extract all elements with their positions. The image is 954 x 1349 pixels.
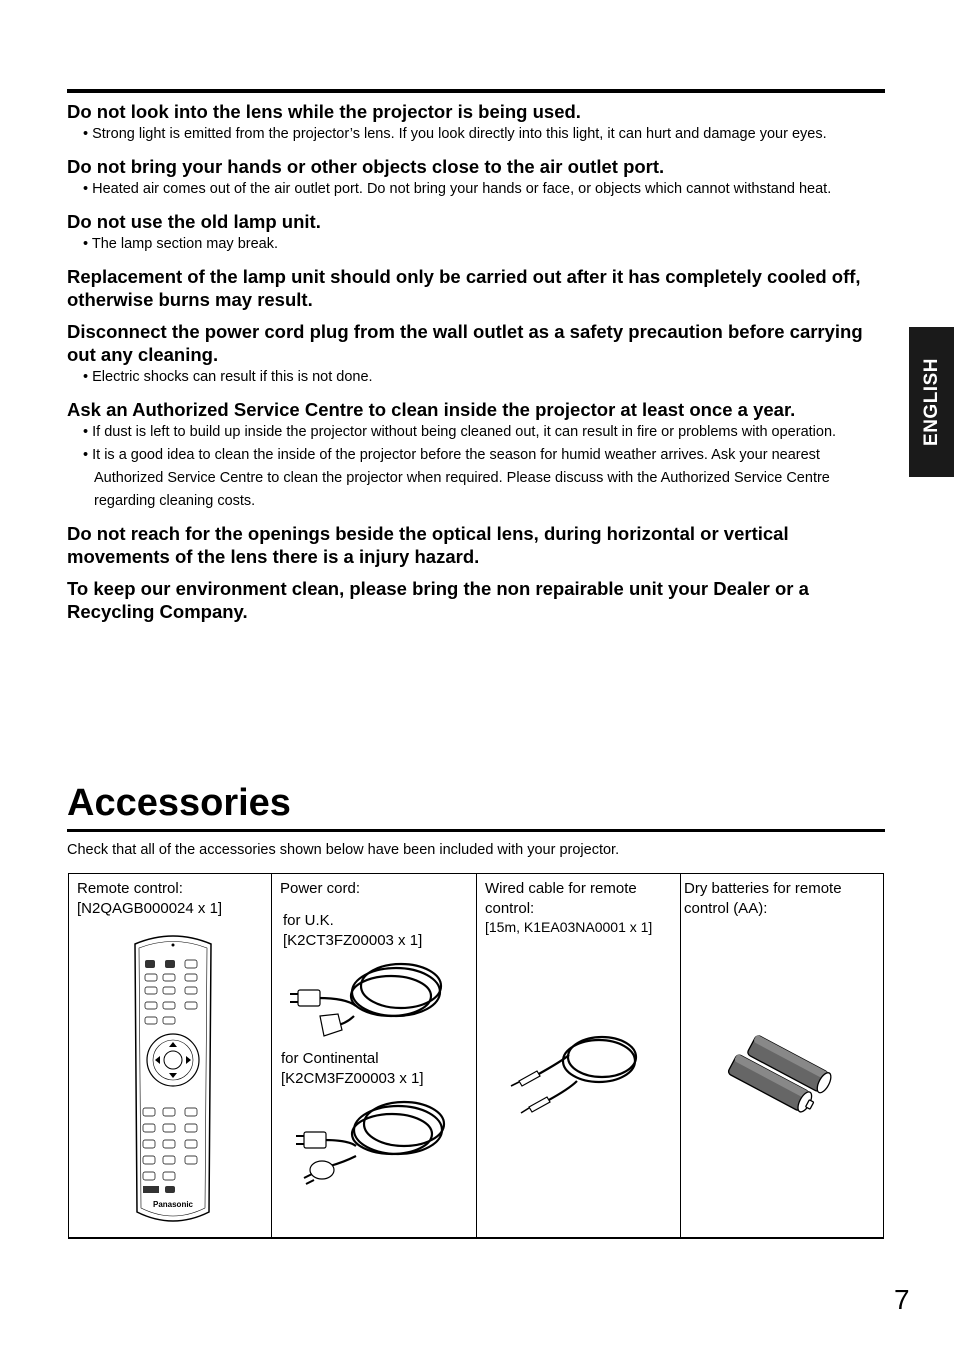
power-cord-continental-label: for Continental [281, 1050, 379, 1067]
power-cord-uk-illustration [276, 956, 451, 1046]
batteries-label-line2: control (AA): [684, 899, 768, 917]
accessories-intro: Check that all of the accessories shown below have been included with your projector. [67, 842, 620, 858]
precaution-heading: Disconnect the power cord plug from the wall outlet as a safety precaution before carrying out any cleaning. [67, 321, 863, 365]
power-cord-uk-part: [K2CT3FZ00003 x 1] [283, 931, 423, 949]
page-number: 7 [894, 1284, 910, 1315]
precaution-heading: Ask an Authorized Service Centre to clean inside the projector at least once a year. [67, 399, 796, 420]
power-cord-continental-illustration [286, 1096, 456, 1188]
precaution-heading: Replacement of the lamp unit should only be carried out after it has completely cooled off, otherwise burns may result. [67, 266, 861, 310]
power-cord-label: Power cord: [280, 880, 361, 897]
precaution-section [67, 210, 867, 256]
accessories-title: Accessories [67, 782, 291, 824]
accessory-batteries-cell [681, 874, 885, 1237]
wired-cable-label-line2: control: [485, 899, 535, 917]
precaution-bullet: • Electric shocks can result if this is not done. [75, 366, 867, 389]
precaution-bullet: • Strong light is emitted from the projector’s lens. If you look directly into this light, it can hurt and damage your eyes. [75, 123, 867, 146]
wired-cable-label-line1: Wired cable for remote [485, 880, 637, 897]
remote-control-illustration [129, 932, 217, 1232]
precaution-section [67, 577, 867, 623]
precaution-bullet: • Heated air comes out of the air outlet port. Do not bring your hands or face, or objects which cannot withstand heat. [75, 178, 867, 201]
precaution-heading: Do not bring your hands or other objects close to the air outlet port. [67, 156, 665, 177]
accessory-remote-cell [69, 874, 272, 1237]
batteries-label-line1: Dry batteries for remote [684, 880, 842, 897]
accessories-rule [67, 829, 885, 832]
precaution-bullet: • If dust is left to build up inside the projector without being cleaned out, it can result in fire or problems with operation. [75, 421, 867, 444]
accessories-table [68, 873, 884, 1239]
wired-cable-part: [15m, K1EA03NA0001 x 1] [485, 919, 653, 935]
batteries-illustration [721, 1034, 846, 1124]
precaution-bullet: • It is a good idea to clean the inside of the projector before the season for humid weather arrives. Ask your nearest Authorized Service Centre to clean the projector when required. Please discuss with the Authorized Service Centre regarding cleaning costs. [75, 444, 867, 513]
precaution-heading: Do not use the old lamp unit. [67, 211, 321, 232]
top-rule [67, 89, 885, 93]
precaution-heading: Do not look into the lens while the projector is being used. [67, 101, 581, 122]
remote-brand-logo: Panasonic [152, 1200, 194, 1209]
language-tab-label: ENGLISH [920, 358, 942, 446]
power-cord-continental-part: [K2CM3FZ00003 x 1] [281, 1069, 424, 1087]
precaution-section [67, 398, 867, 513]
precaution-section [67, 155, 867, 201]
wired-cable-illustration [507, 1029, 642, 1119]
precautions-list [67, 100, 867, 632]
precaution-heading: To keep our environment clean, please bring the non repairable unit your Dealer or a Recycling Company. [67, 578, 809, 622]
precaution-section [67, 100, 867, 146]
accessory-wired-cable-cell [477, 874, 681, 1237]
precaution-section [67, 320, 867, 389]
language-tab [909, 327, 954, 477]
precaution-section [67, 522, 867, 568]
power-cord-uk-label: for U.K. [283, 912, 334, 929]
precaution-heading: Do not reach for the openings beside the optical lens, during horizontal or vertical movements of the lens there is a injury hazard. [67, 523, 789, 567]
remote-label: Remote control: [77, 880, 183, 897]
remote-part: [N2QAGB000024 x 1] [77, 899, 223, 917]
accessory-power-cord-cell [272, 874, 477, 1237]
precaution-bullet: • The lamp section may break. [75, 233, 867, 256]
precaution-section [67, 265, 867, 311]
